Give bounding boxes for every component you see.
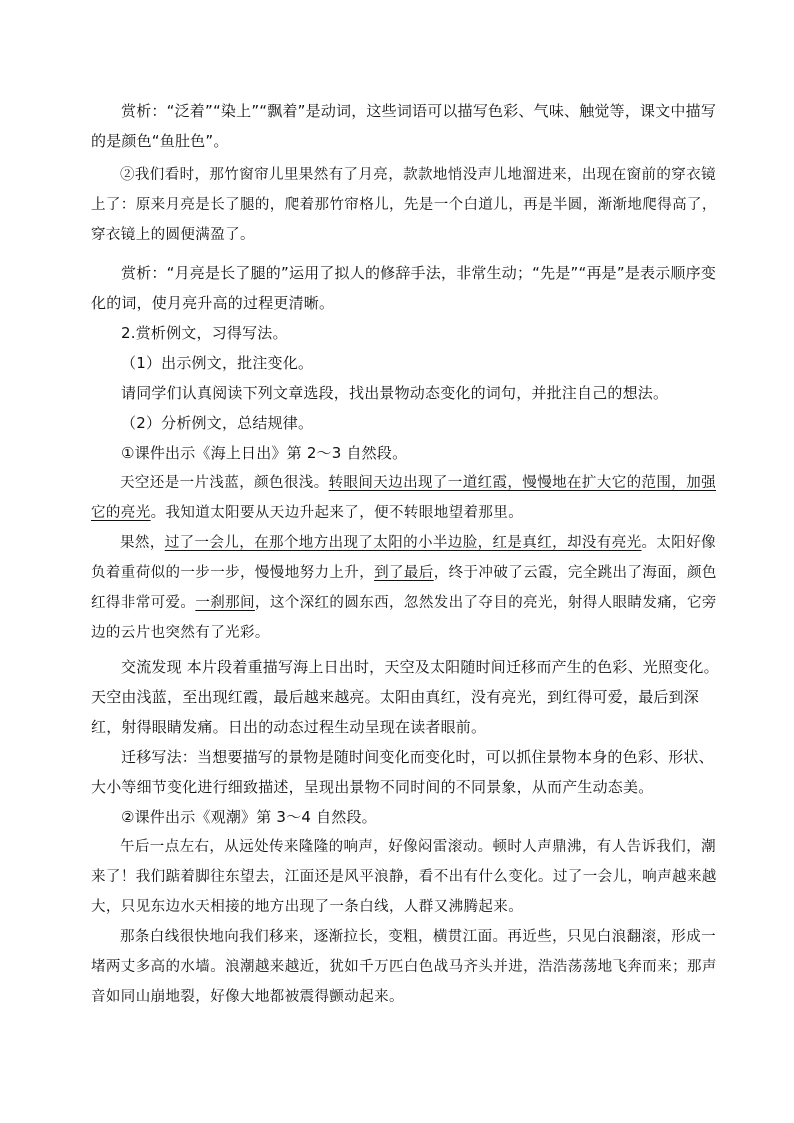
text-run: ，终于冲破了云霞，完全跳出了海面，颜色红得非常可爱。 bbox=[91, 565, 717, 611]
text-run: 。太阳好像负着重荷似的一步一步，慢慢地努力上升， bbox=[91, 535, 716, 581]
courseware-heading-tide: ②课件出示《观潮》第 3～4 自然段。 bbox=[121, 808, 377, 826]
text-run: 天空还是一片浅蓝，颜色很浅。 bbox=[120, 475, 329, 491]
underlined-phrase: 一刹那间 bbox=[195, 595, 255, 611]
sunrise-paragraph-1 bbox=[91, 468, 723, 528]
analysis-paragraph-1: 赏析：“泛着”“染上”“飘着”是动词，这些词语可以描写色彩、气味、触觉等，课文中描写的是颜色“鱼肚色”。 bbox=[91, 102, 717, 150]
courseware-heading-sunrise: ①课件出示《海上日出》第 2～3 自然段。 bbox=[121, 444, 408, 462]
discovery-paragraph: 交流发现 本片段着重描写海上日出时，天空及太阳随时间迁移而产生的色彩、光照变化。天空由浅蓝，至出现红霞，最后越来越亮。太阳由真红，没有亮光，到红得可爱，最后到深红，射得眼睛发痛。日出的动态过程生动呈现在读者眼前。 bbox=[91, 658, 719, 736]
writing-method-paragraph: 迁移写法：当想要描写的景物是随时间变化而变化时，可以抓住景物本身的色彩、形状、大小等细节变化进行细致描述，呈现出景物不同时间的不同景象，从而产生动态美。 bbox=[91, 748, 714, 796]
step-2-heading: （2）分析例文，总结规律。 bbox=[121, 414, 314, 432]
document-page bbox=[91, 96, 723, 1012]
tide-paragraph-2: 那条白线很快地向我们移来，逐渐拉长，变粗，横贯江面。再近些，只见白浪翻滚，形成一堵两丈多高的水墙。浪潮越来越近，犹如千万匹白色战马齐头并进，浩浩荡荡地飞奔而来；那声音如同山崩地裂，好像大地都被震得颤动起来。 bbox=[91, 929, 717, 1005]
underlined-phrase: 过了一会儿，在那个地方出现了太阳的小半边脸，红是真红，却没有亮光 bbox=[164, 535, 642, 551]
example-paragraph-moon: ②我们看时，那竹窗帘儿里果然有了月亮，款款地悄没声儿地溜进来，出现在窗前的穿衣镜上了：原来月亮是长了腿的，爬着那竹帘格儿，先是一个白道儿，再是半圆，渐渐地爬得高了，穿衣镜上的圆便满盈了。 bbox=[91, 167, 717, 243]
underlined-phrase: 转眼间天边出现了一道红霞，慢慢地在扩大它的范围，加强它的亮光 bbox=[91, 475, 717, 521]
tide-paragraph-1: 午后一点左右，从远处传来隆隆的响声，好像闷雷滚动。顿时人声鼎沸，有人告诉我们，潮来了！我们踮着脚往东望去，江面还是风平浪静，看不出有什么变化。过了一会儿，响声越来越大，只见东边水天相接的地方出现了一条白线，人群又沸腾起来。 bbox=[91, 839, 717, 915]
sunrise-paragraph-2 bbox=[91, 528, 723, 648]
section-heading-2: 2.赏析例文，习得写法。 bbox=[121, 324, 288, 342]
text-run: ，这个深红的圆东西，忽然发出了夺目的亮光，射得人眼睛发痛，它旁边的云片也突然有了光彩。 bbox=[91, 595, 717, 641]
step-1-heading: （1）出示例文，批注变化。 bbox=[121, 354, 314, 372]
underlined-phrase: 到了最后 bbox=[374, 565, 434, 581]
analysis-paragraph-2: 赏析：“月亮是长了腿的”运用了拟人的修辞手法，非常生动；“先是”“再是”是表示顺序变化的词，使月亮升高的过程更清晰。 bbox=[91, 264, 717, 312]
instruction-paragraph: 请同学们认真阅读下列文章选段，找出景物动态变化的词句，并批注自己的想法。 bbox=[121, 384, 669, 402]
text-run: 果然， bbox=[120, 535, 165, 551]
text-run: 。我知道太阳要从天边升起来了，便不转眼地望着那里。 bbox=[150, 505, 524, 521]
